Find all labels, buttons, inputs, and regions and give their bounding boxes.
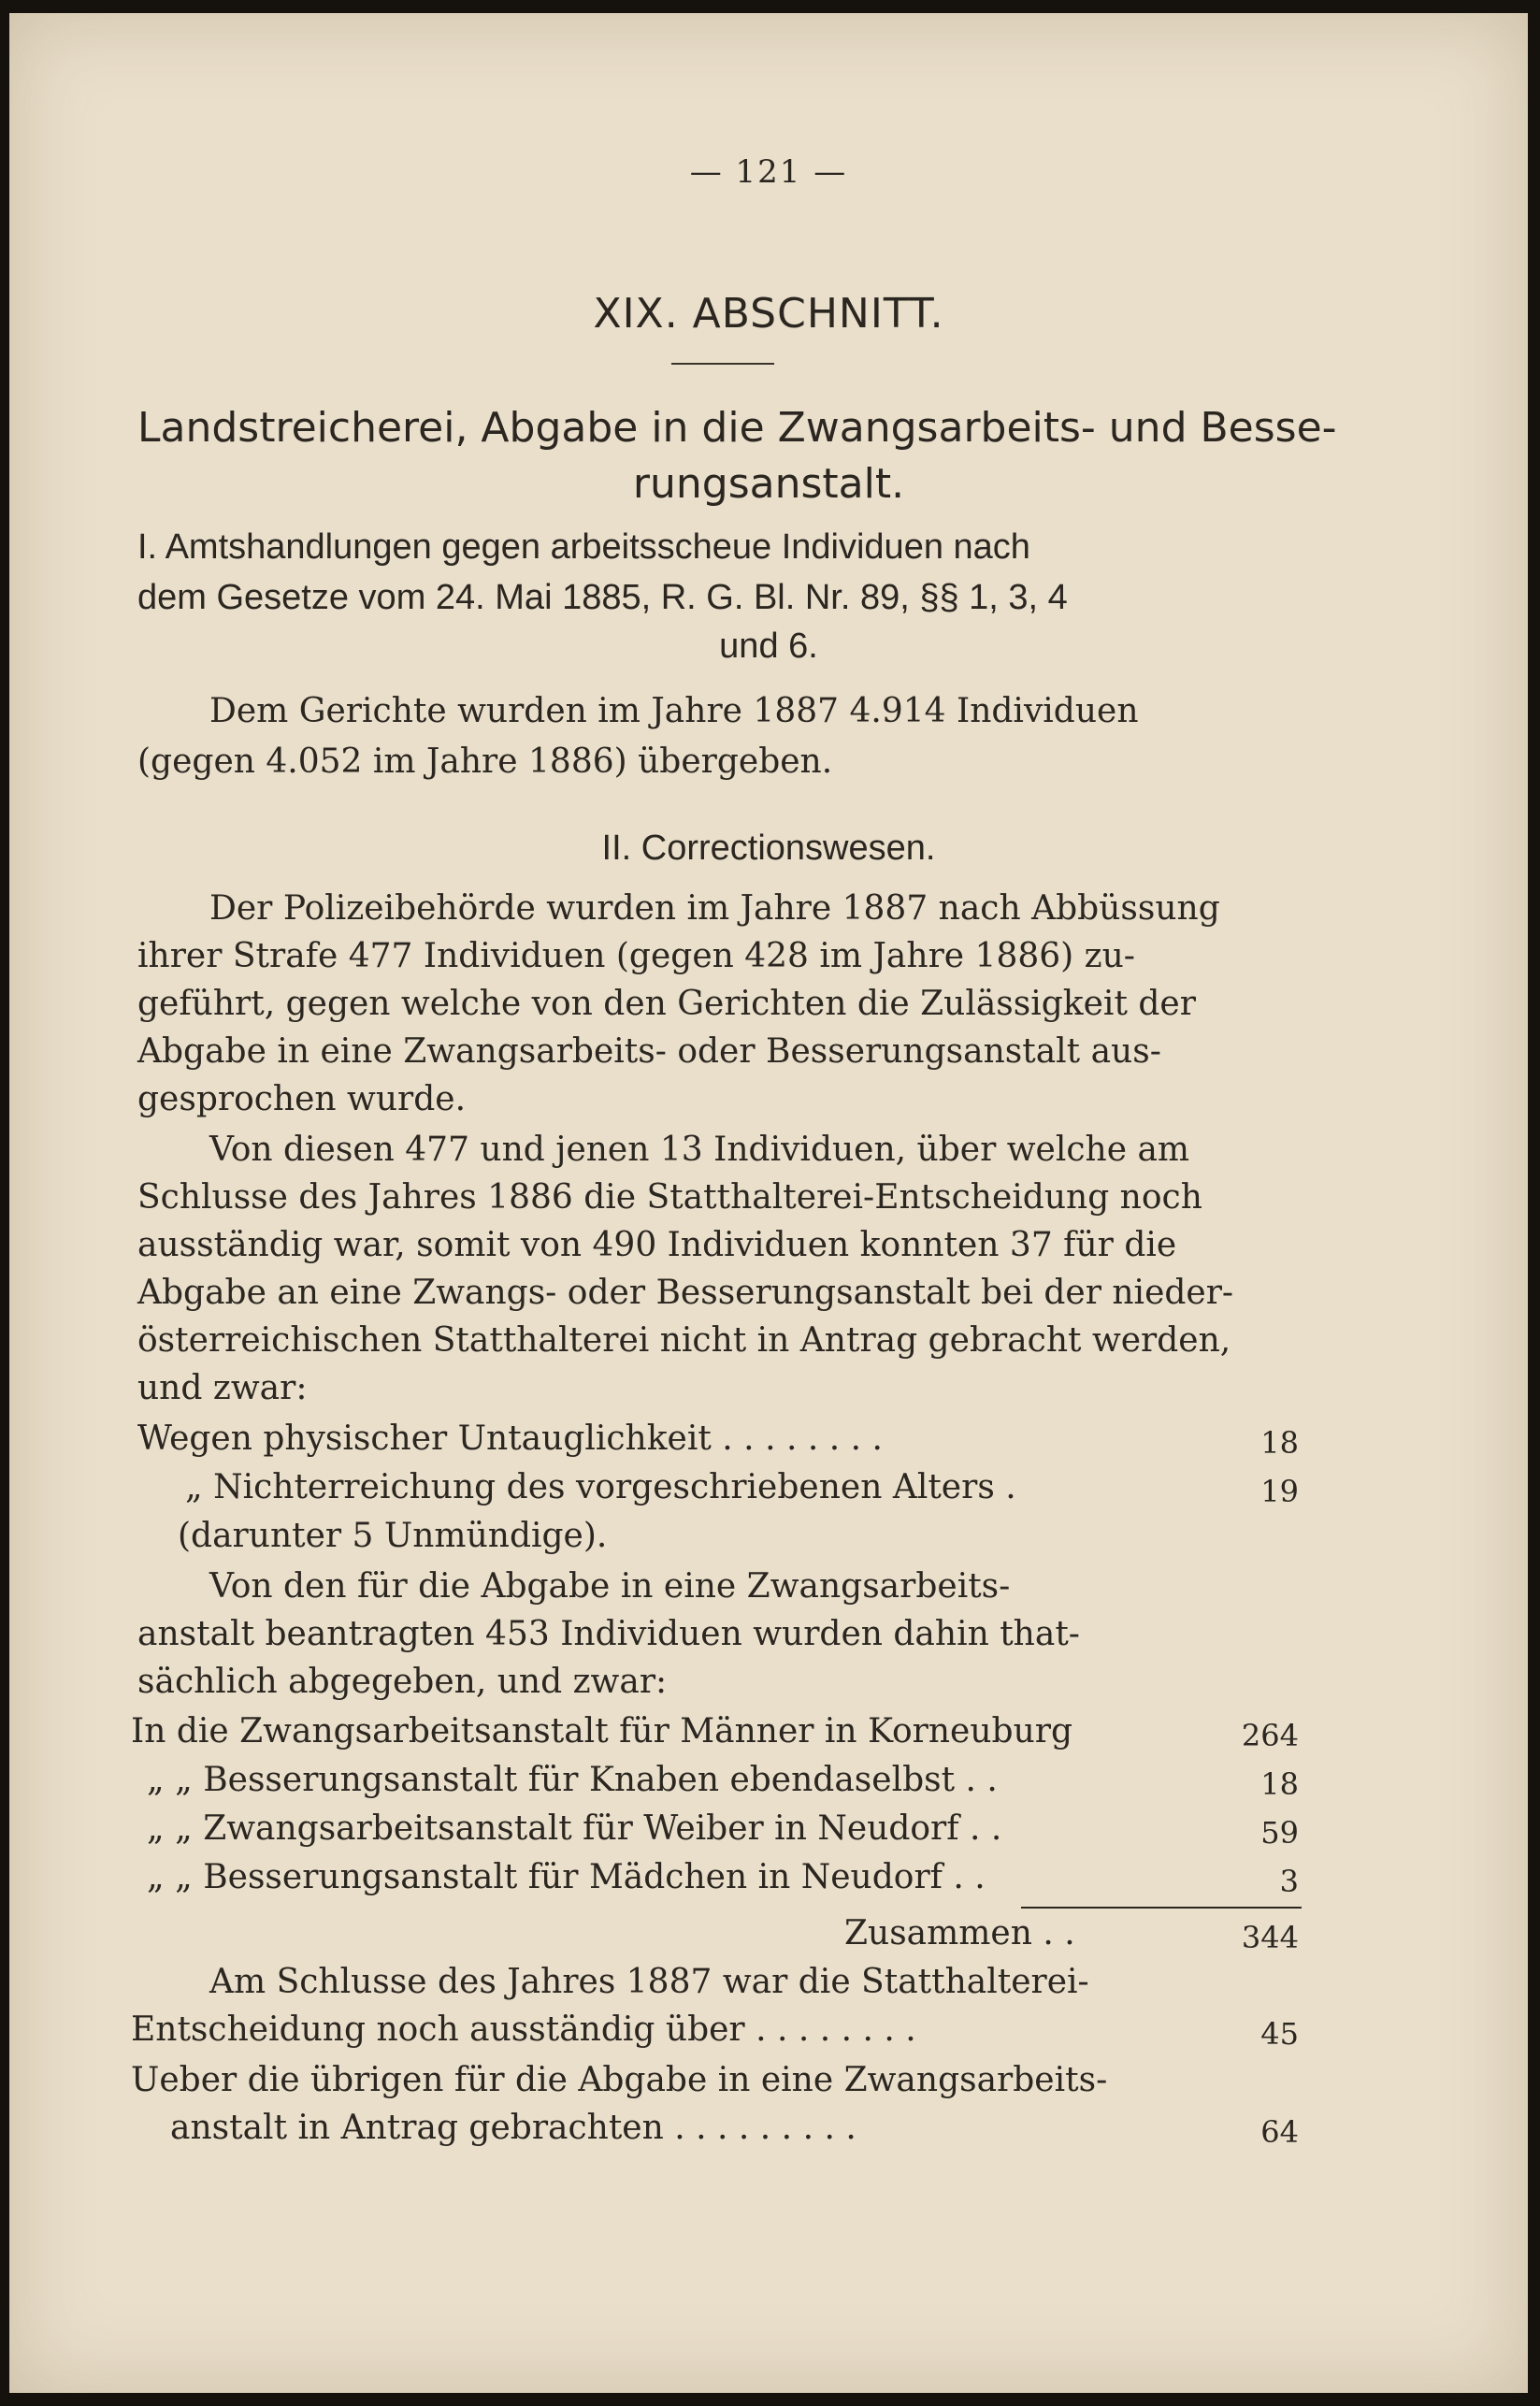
subsection1-title-line1: I. Amtshandlungen gegen arbeitsscheue Individuen nach [137,527,1030,567]
page-number: — 121 — [689,153,848,191]
list1-item-label: Wegen physischer Untauglichkeit . . . . . . . . [137,1419,883,1458]
section-heading-line1: Landstreicherei, Abgabe in die Zwangsarbeits- und Besse- [137,404,1337,452]
subsection1-title-line3: und 6. [719,627,818,666]
pending-line2: Entscheidung noch ausständig über . . . . . . . . [131,2010,916,2049]
list2-item-value: 18 [1260,1766,1299,1802]
remaining-line1: Ueber die übrigen für die Abgabe in eine Zwangsarbeits- [131,2061,1108,2099]
para1-line: geführt, gegen welche von den Gerichten die Zulässigkeit der [137,985,1196,1023]
list1-item-value: 19 [1260,1474,1299,1509]
subsection1-para-line1: Dem Gerichte wurden im Jahre 1887 4.914 Individuen [209,692,1139,730]
pending-line1: Am Schlusse des Jahres 1887 war die Statthalterei- [209,1963,1089,2001]
para2-line: Abgabe an eine Zwangs- oder Besserungsanstalt bei der nieder- [137,1274,1234,1312]
subsection1-para-line2: (gegen 4.052 im Jahre 1886) übergeben. [137,742,833,781]
chapter-title: XIX. ABSCHNITT. [593,290,944,338]
title-divider [671,363,774,365]
para2-line: Schlusse des Jahres 1886 die Statthalterei-Entscheidung noch [137,1178,1202,1217]
list2-item-label: In die Zwangsarbeitsanstalt für Männer in Korneuburg [131,1712,1073,1750]
para3-line: anstalt beantragten 453 Individuen wurden dahin that- [137,1615,1080,1653]
list2-item-label: „ „ Besserungsanstalt für Mädchen in Neudorf . . [147,1858,986,1896]
list2-item-value: 264 [1241,1718,1299,1753]
para2-line: ausständig war, somit von 490 Individuen konnten 37 für die [137,1226,1177,1264]
total-value: 344 [1241,1920,1299,1955]
subsection1-title-line2: dem Gesetze vom 24. Mai 1885, R. G. Bl. Nr. 89, §§ 1, 3, 4 [137,578,1068,617]
para3-line: sächlich abgegeben, und zwar: [137,1663,668,1701]
book-page [9,13,1528,2393]
list2-item-value: 59 [1260,1815,1299,1851]
para1-line: gesprochen wurde. [137,1080,467,1118]
para1-line: Der Polizeibehörde wurden im Jahre 1887 nach Abbüssung [209,889,1220,928]
list1-item-label: „ Nichterreichung des vorgeschriebenen Alters . [185,1468,1016,1506]
para2-line: und zwar: [137,1369,308,1407]
list2-item-value: 3 [1279,1864,1299,1899]
remaining-value: 64 [1260,2114,1299,2150]
subsection2-title: II. Correctionswesen. [601,828,936,868]
sum-rule [1021,1907,1302,1909]
para2-line: Von diesen 477 und jenen 13 Individuen, über welche am [209,1131,1190,1169]
total-label: Zusammen . . [844,1914,1075,1952]
para2-line: österreichischen Statthalterei nicht in Antrag gebracht werden, [137,1321,1231,1360]
para1-line: ihrer Strafe 477 Individuen (gegen 428 im Jahre 1886) zu- [137,937,1135,975]
pending-value: 45 [1260,2016,1299,2052]
list2-item-label: „ „ Besserungsanstalt für Knaben ebendaselbst . . [147,1761,998,1799]
list1-item-value: 18 [1260,1425,1299,1461]
remaining-line2: anstalt in Antrag gebrachten . . . . . . . . . [170,2109,856,2147]
section-heading-line2: rungsanstalt. [632,460,905,508]
list1-note: (darunter 5 Unmündige). [178,1517,608,1555]
para3-line: Von den für die Abgabe in eine Zwangsarbeits- [209,1567,1011,1606]
list2-item-label: „ „ Zwangsarbeitsanstalt für Weiber in Neudorf . . [147,1809,1002,1848]
para1-line: Abgabe in eine Zwangsarbeits- oder Besserungsanstalt aus- [137,1032,1161,1071]
